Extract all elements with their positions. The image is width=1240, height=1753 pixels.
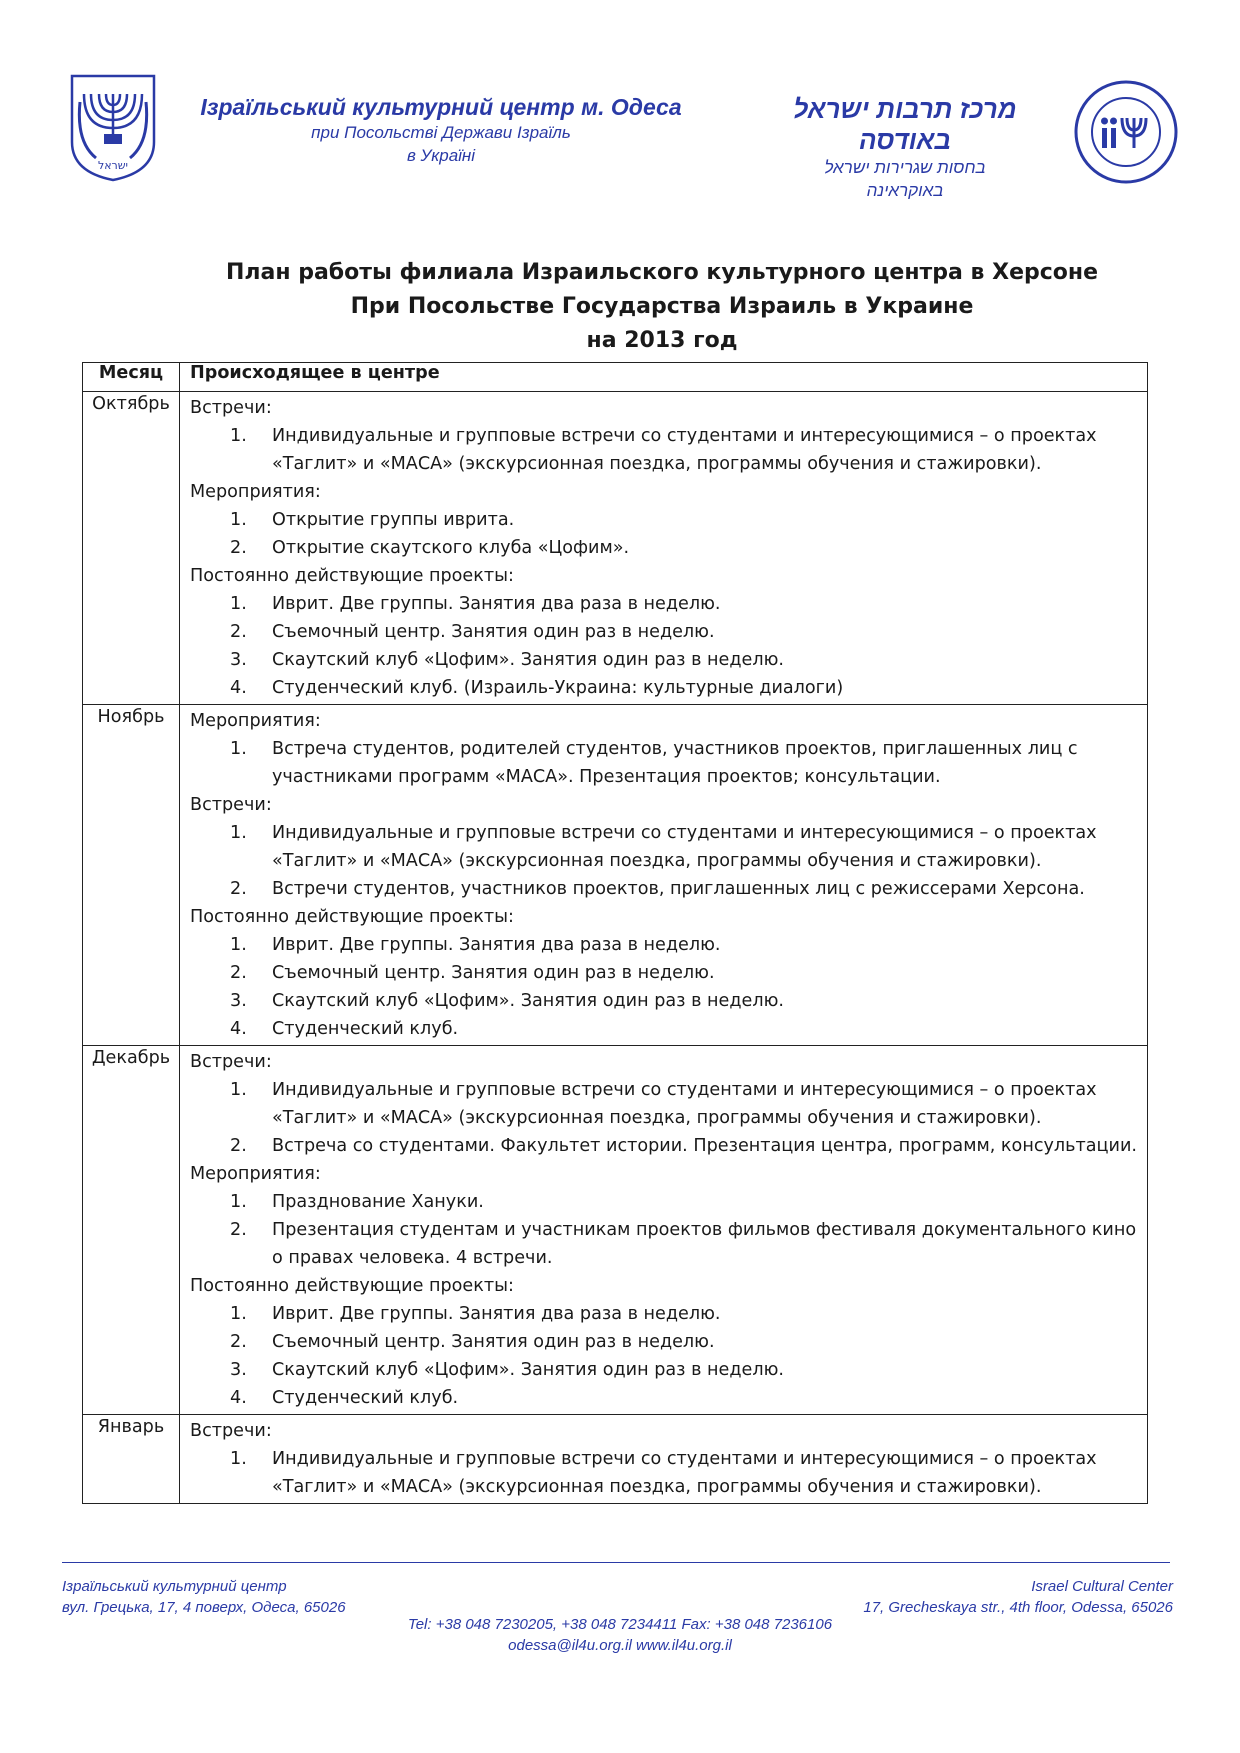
org-sub-heb-1: בחסות שגרירות ישראל bbox=[824, 158, 986, 177]
work-plan-table bbox=[82, 362, 1148, 1504]
events-cell bbox=[180, 392, 1148, 705]
svg-text:ישראל: ישראל bbox=[97, 159, 129, 172]
section-heading: Постоянно действующие проекты: bbox=[190, 907, 514, 927]
israel-emblem-logo bbox=[66, 72, 160, 184]
title-line-2: При Посольстве Государства Израиль в Украине bbox=[350, 294, 974, 319]
section-heading: Постоянно действующие проекты: bbox=[190, 1276, 514, 1296]
list-item: 2. Съемочный центр. Занятия один раз в неделю. bbox=[230, 1332, 715, 1352]
month-cell: Январь bbox=[83, 1415, 180, 1504]
list-item: 1. Встреча студентов, родителей студентов, участников проектов, приглашенных лиц с участниками программ «МАСА». Презентация проектов; консультации. bbox=[230, 739, 1078, 787]
column-header-events: Происходящее в центре bbox=[180, 363, 1148, 392]
footer-email-web: odessa@il4u.org.il www.il4u.org.il bbox=[508, 1637, 732, 1654]
section-heading: Мероприятия: bbox=[190, 1164, 321, 1184]
list-item: 1. Иврит. Две группы. Занятия два раза в неделю. bbox=[230, 594, 721, 614]
item-list bbox=[190, 735, 1137, 791]
footer-address-eng bbox=[863, 1576, 1173, 1618]
item-list bbox=[190, 1445, 1137, 1501]
month-cell: Декабрь bbox=[83, 1046, 180, 1415]
table-row bbox=[83, 1046, 1148, 1415]
list-item: 3. Скаутский клуб «Цофим». Занятия один раз в неделю. bbox=[230, 1360, 785, 1380]
list-item: 1. Индивидуальные и групповые встречи со студентами и интересующимися – о проектах «Таглит» и «МАСА» (экскурсионная поездка, программы обучения и стажировки). bbox=[230, 426, 1097, 474]
org-sub-ukr-2: в Україні bbox=[406, 146, 476, 165]
cultural-center-badge-logo bbox=[1072, 78, 1180, 186]
org-sub-ukr-1: при Посольстві Держави Ізраїль bbox=[311, 123, 571, 142]
list-item: 1. Празднование Хануки. bbox=[230, 1192, 484, 1212]
month-cell: Ноябрь bbox=[83, 705, 180, 1046]
list-item: 2. Встреча со студентами. Факультет истории. Презентация центра, программ, консультации. bbox=[230, 1136, 1137, 1156]
footer-phone-fax: Tel: +38 048 7230205, +38 048 7234411 Fax: +38 048 7236106 bbox=[407, 1616, 833, 1633]
list-item: 4. Студенческий клуб. bbox=[230, 1388, 459, 1408]
events-cell bbox=[180, 1046, 1148, 1415]
org-sub-heb-2: באוקראינה bbox=[866, 181, 944, 200]
table-row bbox=[83, 1415, 1148, 1504]
footer-divider bbox=[62, 1562, 1170, 1563]
org-name-hebrew bbox=[745, 94, 1065, 202]
list-item: 1. Иврит. Две группы. Занятия два раза в неделю. bbox=[230, 1304, 721, 1324]
list-item: 1. Индивидуальные и групповые встречи со студентами и интересующимися – о проектах «Таглит» и «МАСА» (экскурсионная поездка, программы обучения и стажировки). bbox=[230, 823, 1097, 871]
item-list bbox=[190, 931, 1137, 1043]
item-list bbox=[190, 1188, 1137, 1272]
list-item: 2. Презентация студентам и участникам проектов фильмов фестиваля документального кино о правах человека. 4 встречи. bbox=[230, 1220, 1137, 1268]
column-header-month: Месяц bbox=[83, 363, 180, 392]
list-item: 2. Встречи студентов, участников проектов, приглашенных лиц с режиссерами Херсона. bbox=[230, 879, 1085, 899]
section-heading: Мероприятия: bbox=[190, 711, 321, 731]
section-heading: Мероприятия: bbox=[190, 482, 321, 502]
item-list bbox=[190, 819, 1137, 903]
list-item: 1. Открытие группы иврита. bbox=[230, 510, 515, 530]
table-row bbox=[83, 392, 1148, 705]
item-list bbox=[190, 590, 1137, 702]
list-item: 1. Индивидуальные и групповые встречи со студентами и интересующимися – о проектах «Таглит» и «МАСА» (экскурсионная поездка, программы обучения и стажировки). bbox=[230, 1080, 1097, 1128]
section-heading: Встречи: bbox=[190, 398, 272, 418]
list-item: 2. Съемочный центр. Занятия один раз в неделю. bbox=[230, 963, 715, 983]
list-item: 1. Индивидуальные и групповые встречи со студентами и интересующимися – о проектах «Таглит» и «МАСА» (экскурсионная поездка, программы обучения и стажировки). bbox=[230, 1449, 1097, 1497]
section-heading: Встречи: bbox=[190, 1052, 272, 1072]
list-item: 3. Скаутский клуб «Цофим». Занятия один раз в неделю. bbox=[230, 650, 785, 670]
list-item: 1. Иврит. Две группы. Занятия два раза в неделю. bbox=[230, 935, 721, 955]
footer-street-eng: 17, Grecheskaya str., 4th floor, Odessa, 65026 bbox=[863, 1599, 1173, 1616]
title-line-3: на 2013 год bbox=[586, 328, 738, 353]
events-cell bbox=[180, 1415, 1148, 1504]
org-name-ukrainian bbox=[176, 94, 706, 167]
item-list bbox=[190, 422, 1137, 478]
footer-street-ukr: вул. Грецька, 17, 4 поверх, Одеса, 65026 bbox=[62, 1599, 346, 1616]
list-item: 4. Студенческий клуб. bbox=[230, 1019, 459, 1039]
list-item: 2. Съемочный центр. Занятия один раз в неделю. bbox=[230, 622, 715, 642]
footer-org-ukr: Ізраїльський культурний центр bbox=[62, 1578, 287, 1595]
document-title bbox=[82, 256, 1240, 358]
footer-contacts bbox=[0, 1614, 1240, 1656]
footer-org-eng: Israel Cultural Center bbox=[1031, 1578, 1173, 1595]
list-item: 4. Студенческий клуб. (Израиль-Украина: культурные диалоги) bbox=[230, 678, 844, 698]
section-heading: Постоянно действующие проекты: bbox=[190, 566, 514, 586]
table-row bbox=[83, 705, 1148, 1046]
table-header-row bbox=[83, 363, 1148, 392]
org-title-ukr: Ізраїльський культурний центр м. Одеса bbox=[200, 94, 682, 120]
section-heading: Встречи: bbox=[190, 795, 272, 815]
events-cell bbox=[180, 705, 1148, 1046]
item-list bbox=[190, 1076, 1137, 1160]
section-heading: Встречи: bbox=[190, 1421, 272, 1441]
month-cell: Октябрь bbox=[83, 392, 180, 705]
item-list bbox=[190, 1300, 1137, 1412]
list-item: 3. Скаутский клуб «Цофим». Занятия один раз в неделю. bbox=[230, 991, 785, 1011]
list-item: 2. Открытие скаутского клуба «Цофим». bbox=[230, 538, 630, 558]
org-title-heb: מרכז תרבות ישראל באודסה bbox=[793, 94, 1017, 155]
title-line-1: План работы филиала Израильского культурного центра в Херсоне bbox=[225, 260, 1099, 285]
footer-address-ukr bbox=[62, 1576, 346, 1618]
item-list bbox=[190, 506, 1137, 562]
